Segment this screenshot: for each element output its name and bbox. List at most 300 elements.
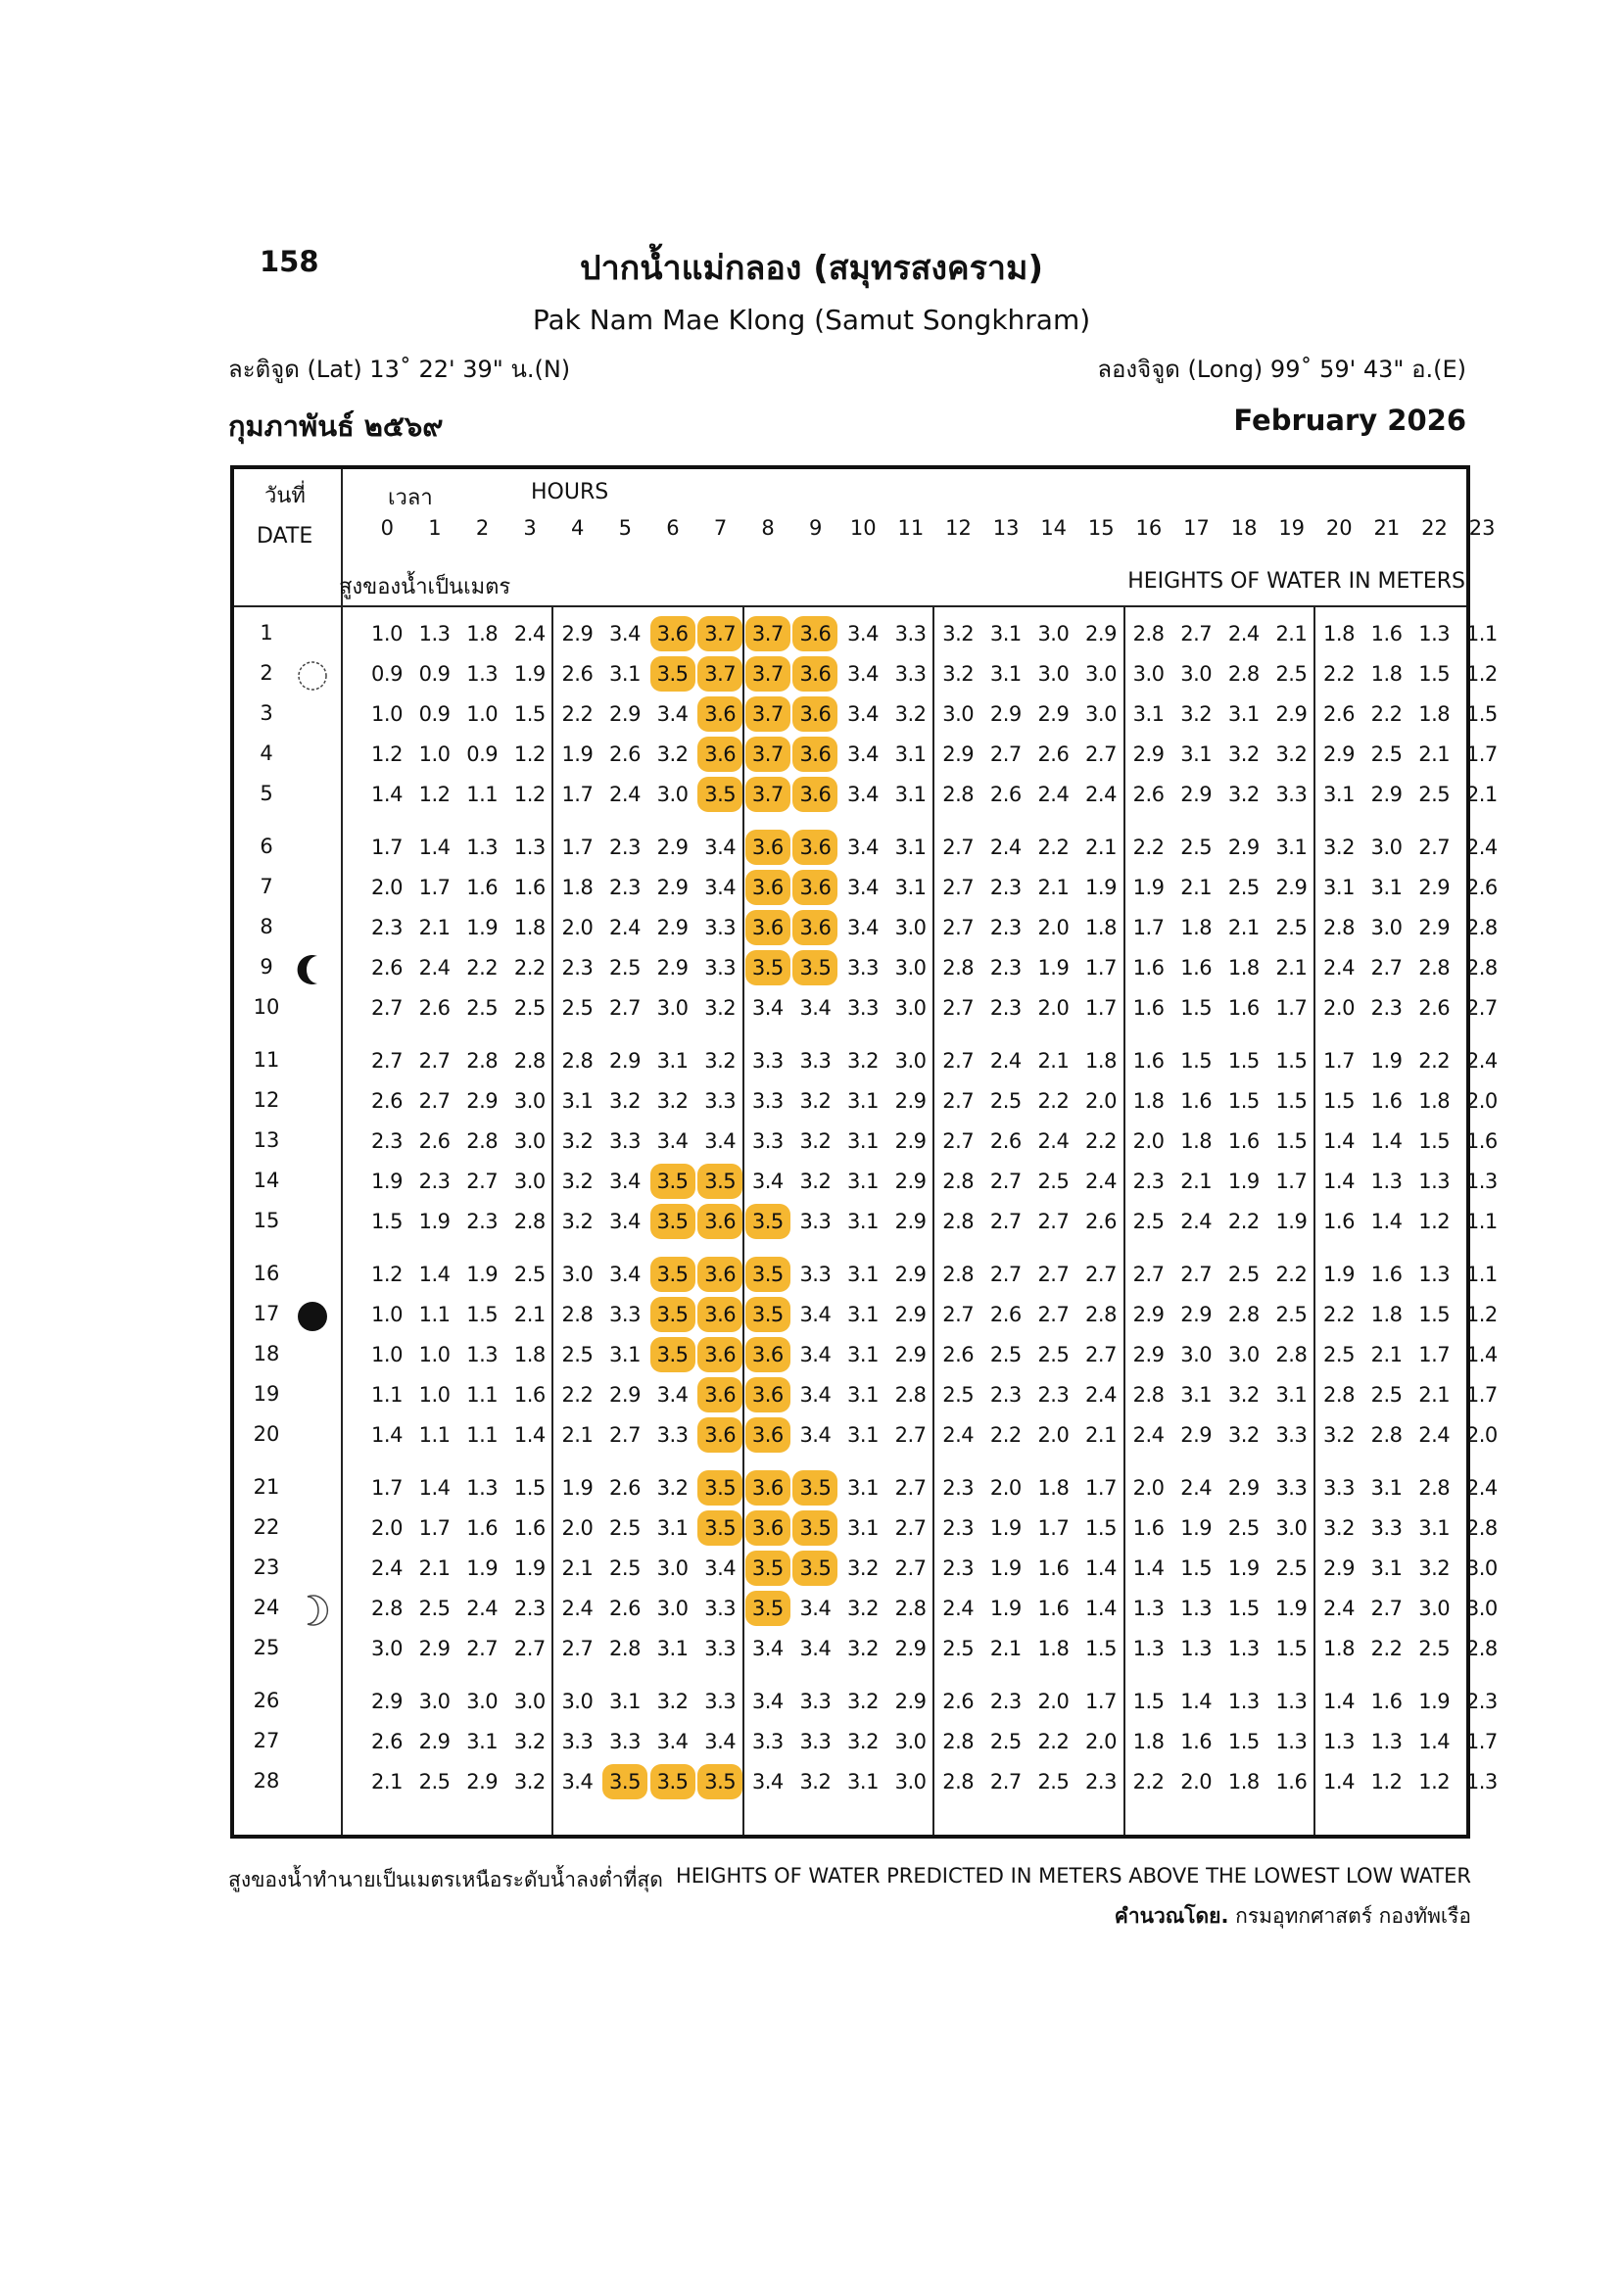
tide-height-cell: 1.4 xyxy=(1418,1730,1451,1753)
tide-height-cell: 1.9 xyxy=(1275,1210,1308,1233)
tide-height-cell: 2.5 xyxy=(989,1343,1022,1366)
tide-height-cell: 3.6 xyxy=(697,1257,742,1292)
tide-height-cell: 3.0 xyxy=(418,1690,451,1713)
tide-height-cell: 1.6 xyxy=(1037,1556,1070,1580)
tide-height-cell: 2.9 xyxy=(656,916,689,939)
tide-height-cell: 2.5 xyxy=(609,1516,641,1540)
tide-height-cell: 3.3 xyxy=(894,622,927,646)
tide-height-cell: 2.8 xyxy=(561,1303,594,1326)
tide-height-cell: 1.8 xyxy=(1085,916,1117,939)
tide-height-cell: 3.4 xyxy=(799,1423,832,1447)
tide-height-cell: 2.9 xyxy=(894,1343,927,1366)
tide-height-cell: 2.7 xyxy=(371,996,403,1020)
tide-height-cell: 1.4 xyxy=(1132,1556,1165,1580)
tide-height-cell: 2.1 xyxy=(1418,742,1451,766)
tide-height-cell: 1.5 xyxy=(1275,1049,1308,1073)
tide-height-cell: 3.3 xyxy=(799,1210,832,1233)
tide-height-cell: 3.4 xyxy=(704,1556,737,1580)
tide-height-cell: 2.5 xyxy=(1370,742,1403,766)
tide-height-cell: 1.5 xyxy=(1227,1049,1260,1073)
tide-height-cell: 2.4 xyxy=(1132,1423,1165,1447)
tide-height-cell: 3.2 xyxy=(1275,742,1308,766)
tide-height-cell: 3.4 xyxy=(704,836,737,859)
tide-height-cell: 3.3 xyxy=(751,1049,784,1073)
tide-height-cell: 2.7 xyxy=(1132,1263,1165,1286)
tide-height-cell: 1.6 xyxy=(466,1516,499,1540)
hour-header: 12 xyxy=(945,516,972,540)
tide-height-cell: 1.9 xyxy=(989,1516,1022,1540)
tide-height-cell: 2.7 xyxy=(942,1129,975,1153)
tide-height-cell: 3.0 xyxy=(466,1690,499,1713)
tide-height-cell: 1.4 xyxy=(1370,1210,1403,1233)
date-number: 1 xyxy=(260,621,273,645)
tide-height-cell: 2.4 xyxy=(1227,622,1260,646)
tide-height-cell: 2.5 xyxy=(989,1089,1022,1113)
tide-height-cell: 2.8 xyxy=(1132,1383,1165,1407)
tide-height-cell: 1.4 xyxy=(1323,1170,1355,1193)
tide-height-cell: 2.9 xyxy=(894,1637,927,1660)
tide-height-cell: 2.5 xyxy=(1132,1210,1165,1233)
tide-height-cell: 3.1 xyxy=(894,876,927,899)
tide-height-cell: 3.4 xyxy=(751,1690,784,1713)
tide-height-cell: 2.4 xyxy=(1085,1170,1117,1193)
tide-height-cell: 1.8 xyxy=(1227,956,1260,980)
tide-height-cell: 1.4 xyxy=(1085,1556,1117,1580)
tide-height-cell: 2.3 xyxy=(989,1383,1022,1407)
date-number: 15 xyxy=(253,1209,280,1232)
tide-height-cell: 2.4 xyxy=(1085,783,1117,806)
tide-height-cell: 1.7 xyxy=(1085,1476,1117,1500)
tide-height-cell: 2.1 xyxy=(1465,783,1498,806)
tide-height-cell: 2.4 xyxy=(1465,1049,1498,1073)
tide-height-cell: 2.9 xyxy=(609,1383,641,1407)
hour-header: 1 xyxy=(428,516,442,540)
tide-height-cell: 2.3 xyxy=(418,1170,451,1193)
tide-height-cell: 1.8 xyxy=(1132,1730,1165,1753)
tide-height-cell: 2.7 xyxy=(1418,836,1451,859)
tide-height-cell: 3.6 xyxy=(745,1337,790,1372)
height-label-english: HEIGHTS OF WATER IN METERS xyxy=(1127,569,1465,594)
tide-height-cell: 1.5 xyxy=(1275,1089,1308,1113)
tide-height-cell: 2.2 xyxy=(561,1383,594,1407)
tide-height-cell: 3.6 xyxy=(697,1417,742,1453)
tide-height-cell: 3.2 xyxy=(513,1770,546,1794)
date-number: 21 xyxy=(253,1475,280,1499)
tide-height-cell: 1.5 xyxy=(1180,1556,1213,1580)
tide-height-cell: 2.1 xyxy=(1370,1343,1403,1366)
tide-height-cell: 3.6 xyxy=(697,1377,742,1412)
tide-height-cell: 1.7 xyxy=(561,783,594,806)
tide-height-cell: 3.2 xyxy=(1323,836,1355,859)
tide-height-cell: 2.3 xyxy=(561,956,594,980)
tide-height-cell: 2.9 xyxy=(1227,1476,1260,1500)
tide-height-cell: 2.2 xyxy=(1037,1730,1070,1753)
tide-height-cell: 3.1 xyxy=(847,1303,879,1326)
tide-height-cell: 2.7 xyxy=(609,996,641,1020)
tide-height-cell: 3.5 xyxy=(697,1510,742,1546)
tide-height-cell: 1.5 xyxy=(1275,1637,1308,1660)
tide-height-cell: 2.9 xyxy=(1370,783,1403,806)
tide-height-cell: 1.1 xyxy=(466,783,499,806)
date-number: 28 xyxy=(253,1769,280,1793)
hour-header: 5 xyxy=(618,516,632,540)
tide-height-cell: 1.3 xyxy=(1418,622,1451,646)
tide-height-cell: 1.7 xyxy=(1085,996,1117,1020)
tide-height-cell: 2.3 xyxy=(513,1597,546,1620)
tide-height-cell: 1.9 xyxy=(1037,956,1070,980)
tide-height-cell: 3.4 xyxy=(751,996,784,1020)
tide-height-cell: 1.5 xyxy=(1180,996,1213,1020)
hour-header: 14 xyxy=(1040,516,1068,540)
tide-height-cell: 3.0 xyxy=(561,1263,594,1286)
tide-height-cell: 3.5 xyxy=(792,1510,837,1546)
date-number: 27 xyxy=(253,1729,280,1752)
tide-height-cell: 1.2 xyxy=(513,783,546,806)
tide-height-cell: 2.8 xyxy=(942,1730,975,1753)
tide-height-cell: 3.7 xyxy=(745,696,790,732)
tide-height-cell: 3.2 xyxy=(847,1690,879,1713)
tide-height-cell: 2.5 xyxy=(1037,1170,1070,1193)
tide-height-cell: 3.0 xyxy=(561,1690,594,1713)
tide-height-cell: 3.0 xyxy=(513,1089,546,1113)
tide-height-cell: 2.3 xyxy=(609,876,641,899)
tide-height-cell: 1.8 xyxy=(1037,1637,1070,1660)
tide-height-cell: 3.2 xyxy=(799,1089,832,1113)
tide-height-cell: 3.3 xyxy=(656,1423,689,1447)
tide-height-cell: 3.3 xyxy=(1275,783,1308,806)
tide-height-cell: 1.8 xyxy=(466,622,499,646)
tide-height-cell: 3.4 xyxy=(751,1637,784,1660)
tide-height-cell: 3.1 xyxy=(656,1637,689,1660)
tide-height-cell: 3.6 xyxy=(792,870,837,905)
tide-height-cell: 2.0 xyxy=(1132,1129,1165,1153)
tide-height-cell: 2.9 xyxy=(1180,1423,1213,1447)
tide-height-cell: 2.5 xyxy=(1323,1343,1355,1366)
tide-height-cell: 1.3 xyxy=(1370,1730,1403,1753)
tide-height-cell: 3.6 xyxy=(792,696,837,732)
tide-height-cell: 3.0 xyxy=(1370,916,1403,939)
tide-height-cell: 3.3 xyxy=(704,916,737,939)
tide-height-cell: 1.7 xyxy=(1465,1383,1498,1407)
tide-height-cell: 2.4 xyxy=(1180,1476,1213,1500)
tide-height-cell: 2.6 xyxy=(1323,702,1355,726)
tide-height-cell: 3.1 xyxy=(847,1170,879,1193)
tide-height-cell: 3.1 xyxy=(989,662,1022,686)
tide-height-cell: 2.6 xyxy=(418,996,451,1020)
tide-height-cell: 2.9 xyxy=(894,1690,927,1713)
tide-height-cell: 3.0 xyxy=(894,1049,927,1073)
tide-height-cell: 3.7 xyxy=(745,737,790,772)
tide-height-cell: 1.4 xyxy=(1085,1597,1117,1620)
tide-height-cell: 2.2 xyxy=(1132,836,1165,859)
tide-height-cell: 3.2 xyxy=(561,1170,594,1193)
tide-height-cell: 3.3 xyxy=(1370,1516,1403,1540)
date-number: 4 xyxy=(260,741,273,765)
hour-header: 8 xyxy=(761,516,775,540)
hour-header: 19 xyxy=(1278,516,1306,540)
tide-height-cell: 2.0 xyxy=(1465,1423,1498,1447)
tide-height-cell: 1.9 xyxy=(1370,1049,1403,1073)
tide-height-cell: 2.7 xyxy=(989,1263,1022,1286)
tide-height-cell: 2.6 xyxy=(989,783,1022,806)
tide-height-cell: 3.6 xyxy=(792,910,837,945)
tide-height-cell: 3.2 xyxy=(1227,783,1260,806)
tide-height-cell: 2.6 xyxy=(609,1597,641,1620)
tide-height-cell: 1.7 xyxy=(418,876,451,899)
tide-height-cell: 2.9 xyxy=(609,702,641,726)
tide-height-cell: 3.3 xyxy=(561,1730,594,1753)
tide-height-cell: 1.7 xyxy=(1085,956,1117,980)
tide-height-cell: 3.5 xyxy=(697,1164,742,1199)
tide-height-cell: 0.9 xyxy=(371,662,403,686)
tide-height-cell: 2.2 xyxy=(1370,1637,1403,1660)
tide-height-cell: 2.7 xyxy=(1370,1597,1403,1620)
tide-height-cell: 2.0 xyxy=(1037,916,1070,939)
tide-height-cell: 3.1 xyxy=(1418,1516,1451,1540)
tide-height-cell: 3.4 xyxy=(656,702,689,726)
tide-height-cell: 2.8 xyxy=(942,1770,975,1794)
tide-height-cell: 1.6 xyxy=(513,876,546,899)
tide-height-cell: 3.5 xyxy=(650,656,695,692)
tide-height-cell: 1.7 xyxy=(371,1476,403,1500)
tide-height-cell: 3.3 xyxy=(894,662,927,686)
tide-height-cell: 2.0 xyxy=(561,916,594,939)
tide-height-cell: 3.3 xyxy=(751,1089,784,1113)
tide-height-cell: 3.5 xyxy=(745,950,790,985)
tide-height-cell: 2.7 xyxy=(942,916,975,939)
tide-height-cell: 3.0 xyxy=(371,1637,403,1660)
tide-height-cell: 2.9 xyxy=(656,836,689,859)
tide-height-cell: 2.4 xyxy=(1037,783,1070,806)
tide-height-cell: 1.3 xyxy=(466,1476,499,1500)
date-number: 9 xyxy=(260,955,273,979)
tide-height-cell: 3.4 xyxy=(609,1263,641,1286)
footer-note-english: HEIGHTS OF WATER PREDICTED IN METERS ABOVE THE LOWEST LOW WATER xyxy=(675,1864,1471,1888)
tide-height-cell: 3.2 xyxy=(847,1637,879,1660)
tide-height-cell: 3.4 xyxy=(609,622,641,646)
date-number: 12 xyxy=(253,1088,280,1112)
tide-height-cell: 1.7 xyxy=(418,1516,451,1540)
tide-height-cell: 2.0 xyxy=(1085,1730,1117,1753)
tide-height-cell: 1.5 xyxy=(1132,1690,1165,1713)
tide-height-cell: 0.9 xyxy=(418,702,451,726)
tide-height-cell: 1.9 xyxy=(1227,1556,1260,1580)
tide-height-cell: 3.3 xyxy=(751,1129,784,1153)
tide-height-cell: 3.1 xyxy=(1180,1383,1213,1407)
longitude-label: ลองจิจูด (Long) 99˚ 59' 43" อ.(E) xyxy=(1097,356,1466,383)
tide-height-cell: 2.8 xyxy=(1323,1383,1355,1407)
tide-height-cell: 1.6 xyxy=(1180,1089,1213,1113)
tide-height-cell: 1.8 xyxy=(1180,1129,1213,1153)
tide-height-cell: 1.9 xyxy=(466,916,499,939)
tide-height-cell: 3.6 xyxy=(650,616,695,651)
tide-height-cell: 3.5 xyxy=(697,777,742,812)
tide-height-cell: 2.8 xyxy=(942,956,975,980)
tide-height-cell: 2.6 xyxy=(942,1690,975,1713)
date-number: 13 xyxy=(253,1128,280,1152)
tide-height-cell: 1.2 xyxy=(371,742,403,766)
tide-height-cell: 3.7 xyxy=(697,656,742,692)
tide-height-cell: 2.8 xyxy=(1132,622,1165,646)
date-number: 3 xyxy=(260,701,273,725)
tide-height-cell: 1.3 xyxy=(1180,1637,1213,1660)
tide-height-cell: 1.4 xyxy=(371,783,403,806)
tide-height-cell: 2.8 xyxy=(1465,1637,1498,1660)
tide-height-cell: 2.5 xyxy=(1275,662,1308,686)
tide-height-cell: 2.9 xyxy=(1132,1343,1165,1366)
month-english: February 2026 xyxy=(1233,404,1466,437)
tide-height-cell: 1.6 xyxy=(1370,1690,1403,1713)
tide-height-cell: 1.9 xyxy=(1227,1170,1260,1193)
tide-height-cell: 3.1 xyxy=(1227,702,1260,726)
tide-height-cell: 3.4 xyxy=(751,1170,784,1193)
hour-header: 7 xyxy=(713,516,728,540)
tide-height-cell: 3.2 xyxy=(942,662,975,686)
tide-height-cell: 1.6 xyxy=(1180,1730,1213,1753)
tide-height-cell: 3.1 xyxy=(1370,1556,1403,1580)
tide-height-cell: 3.4 xyxy=(561,1770,594,1794)
tide-height-cell: 2.8 xyxy=(1227,662,1260,686)
tide-height-cell: 2.3 xyxy=(989,1690,1022,1713)
tide-height-cell: 2.9 xyxy=(561,622,594,646)
tide-height-cell: 2.5 xyxy=(1275,1556,1308,1580)
tide-height-cell: 3.4 xyxy=(799,996,832,1020)
tide-height-cell: 2.4 xyxy=(513,622,546,646)
tide-height-cell: 3.3 xyxy=(1275,1476,1308,1500)
tide-height-cell: 3.4 xyxy=(799,1343,832,1366)
tide-height-cell: 1.3 xyxy=(466,836,499,859)
page-number: 158 xyxy=(260,245,319,278)
hour-header: 22 xyxy=(1421,516,1448,540)
tide-height-cell: 2.5 xyxy=(466,996,499,1020)
tide-height-cell: 1.1 xyxy=(1465,1263,1498,1286)
tide-height-cell: 2.3 xyxy=(466,1210,499,1233)
tide-height-cell: 2.6 xyxy=(371,1730,403,1753)
tide-height-cell: 1.6 xyxy=(1132,1516,1165,1540)
tide-height-cell: 2.8 xyxy=(1418,1476,1451,1500)
tide-height-cell: 2.8 xyxy=(466,1049,499,1073)
tide-height-cell: 2.7 xyxy=(942,1303,975,1326)
tide-height-cell: 2.8 xyxy=(513,1049,546,1073)
tide-height-cell: 2.6 xyxy=(989,1303,1022,1326)
tide-height-cell: 1.9 xyxy=(1180,1516,1213,1540)
tide-height-cell: 2.5 xyxy=(1227,1516,1260,1540)
tide-height-cell: 3.0 xyxy=(1085,662,1117,686)
tide-height-cell: 1.0 xyxy=(418,1383,451,1407)
tide-height-cell: 1.6 xyxy=(1132,1049,1165,1073)
tide-height-cell: 3.0 xyxy=(1227,1343,1260,1366)
tide-height-cell: 2.9 xyxy=(894,1170,927,1193)
tide-height-cell: 1.4 xyxy=(1465,1343,1498,1366)
tide-height-cell: 2.7 xyxy=(1037,1263,1070,1286)
tide-height-cell: 2.1 xyxy=(1275,956,1308,980)
tide-height-cell: 2.3 xyxy=(1037,1383,1070,1407)
tide-height-cell: 1.3 xyxy=(466,662,499,686)
tide-height-cell: 1.6 xyxy=(513,1383,546,1407)
tide-height-cell: 3.4 xyxy=(847,836,879,859)
hour-header: 16 xyxy=(1135,516,1163,540)
tide-height-cell: 3.0 xyxy=(656,1556,689,1580)
tide-height-cell: 2.1 xyxy=(561,1556,594,1580)
tide-height-cell: 2.2 xyxy=(1037,836,1070,859)
tide-height-cell: 3.1 xyxy=(609,662,641,686)
tide-height-cell: 2.0 xyxy=(1465,1089,1498,1113)
date-number: 18 xyxy=(253,1342,280,1365)
tide-height-cell: 2.7 xyxy=(609,1423,641,1447)
tide-height-cell: 2.7 xyxy=(1180,1263,1213,1286)
tide-height-cell: 1.5 xyxy=(513,1476,546,1500)
tide-height-cell: 2.4 xyxy=(1037,1129,1070,1153)
tide-height-cell: 1.7 xyxy=(1085,1690,1117,1713)
tide-height-cell: 2.8 xyxy=(942,1170,975,1193)
tide-height-cell: 3.3 xyxy=(1275,1423,1308,1447)
tide-height-cell: 3.0 xyxy=(894,1730,927,1753)
tide-height-cell: 1.1 xyxy=(418,1423,451,1447)
tide-height-cell: 2.9 xyxy=(1275,876,1308,899)
tide-height-cell: 3.5 xyxy=(697,1470,742,1506)
tide-height-cell: 3.5 xyxy=(745,1297,790,1332)
tide-height-cell: 3.5 xyxy=(697,1764,742,1799)
tide-height-cell: 3.4 xyxy=(847,702,879,726)
tide-height-cell: 3.1 xyxy=(847,1516,879,1540)
tide-height-cell: 1.8 xyxy=(1132,1089,1165,1113)
tide-height-cell: 1.3 xyxy=(1465,1770,1498,1794)
tide-height-cell: 2.8 xyxy=(894,1597,927,1620)
tide-height-cell: 1.1 xyxy=(1465,1210,1498,1233)
tide-height-cell: 2.0 xyxy=(1323,996,1355,1020)
tide-height-cell: 3.2 xyxy=(513,1730,546,1753)
tide-height-cell: 2.6 xyxy=(1465,876,1498,899)
tide-height-cell: 3.0 xyxy=(1132,662,1165,686)
tide-height-cell: 3.0 xyxy=(942,702,975,726)
tide-height-cell: 2.5 xyxy=(609,956,641,980)
tide-height-cell: 2.5 xyxy=(513,1263,546,1286)
tide-height-cell: 1.2 xyxy=(1370,1770,1403,1794)
tide-height-cell: 1.8 xyxy=(561,876,594,899)
tide-height-cell: 1.6 xyxy=(1370,622,1403,646)
tide-height-cell: 3.5 xyxy=(745,1257,790,1292)
tide-height-cell: 2.7 xyxy=(1180,622,1213,646)
tide-height-cell: 1.4 xyxy=(371,1423,403,1447)
tide-height-cell: 2.8 xyxy=(609,1637,641,1660)
footer-note-thai: สูงของน้ำทำนายเป็นเมตรเหนือระดับน้ำลงต่ำที่สุด xyxy=(228,1868,663,1891)
tide-height-cell: 2.2 xyxy=(1085,1129,1117,1153)
tide-height-cell: 2.2 xyxy=(466,956,499,980)
last-quarter-moon-icon xyxy=(296,953,329,986)
tide-height-cell: 2.4 xyxy=(609,783,641,806)
tide-height-cell: 2.9 xyxy=(894,1089,927,1113)
tide-height-cell: 1.3 xyxy=(1418,1263,1451,1286)
tide-height-cell: 1.6 xyxy=(1370,1263,1403,1286)
tide-height-cell: 3.2 xyxy=(656,1476,689,1500)
tide-height-cell: 2.4 xyxy=(561,1597,594,1620)
tide-height-cell: 2.6 xyxy=(989,1129,1022,1153)
date-number: 26 xyxy=(253,1689,280,1712)
tide-height-cell: 1.9 xyxy=(371,1170,403,1193)
tide-height-cell: 3.6 xyxy=(745,830,790,865)
tide-height-cell: 3.3 xyxy=(847,996,879,1020)
tide-height-cell: 3.2 xyxy=(799,1170,832,1193)
tide-height-cell: 2.9 xyxy=(1323,1556,1355,1580)
tide-height-cell: 3.0 xyxy=(656,1597,689,1620)
tide-height-cell: 3.3 xyxy=(751,1730,784,1753)
station-title-thai: ปากน้ำแม่กลอง (สมุทรสงคราม) xyxy=(580,249,1043,288)
tide-height-cell: 1.9 xyxy=(1275,1597,1308,1620)
tide-height-cell: 2.3 xyxy=(609,836,641,859)
tide-height-cell: 2.9 xyxy=(1275,702,1308,726)
tide-height-cell: 3.4 xyxy=(656,1129,689,1153)
tide-height-cell: 3.2 xyxy=(561,1129,594,1153)
